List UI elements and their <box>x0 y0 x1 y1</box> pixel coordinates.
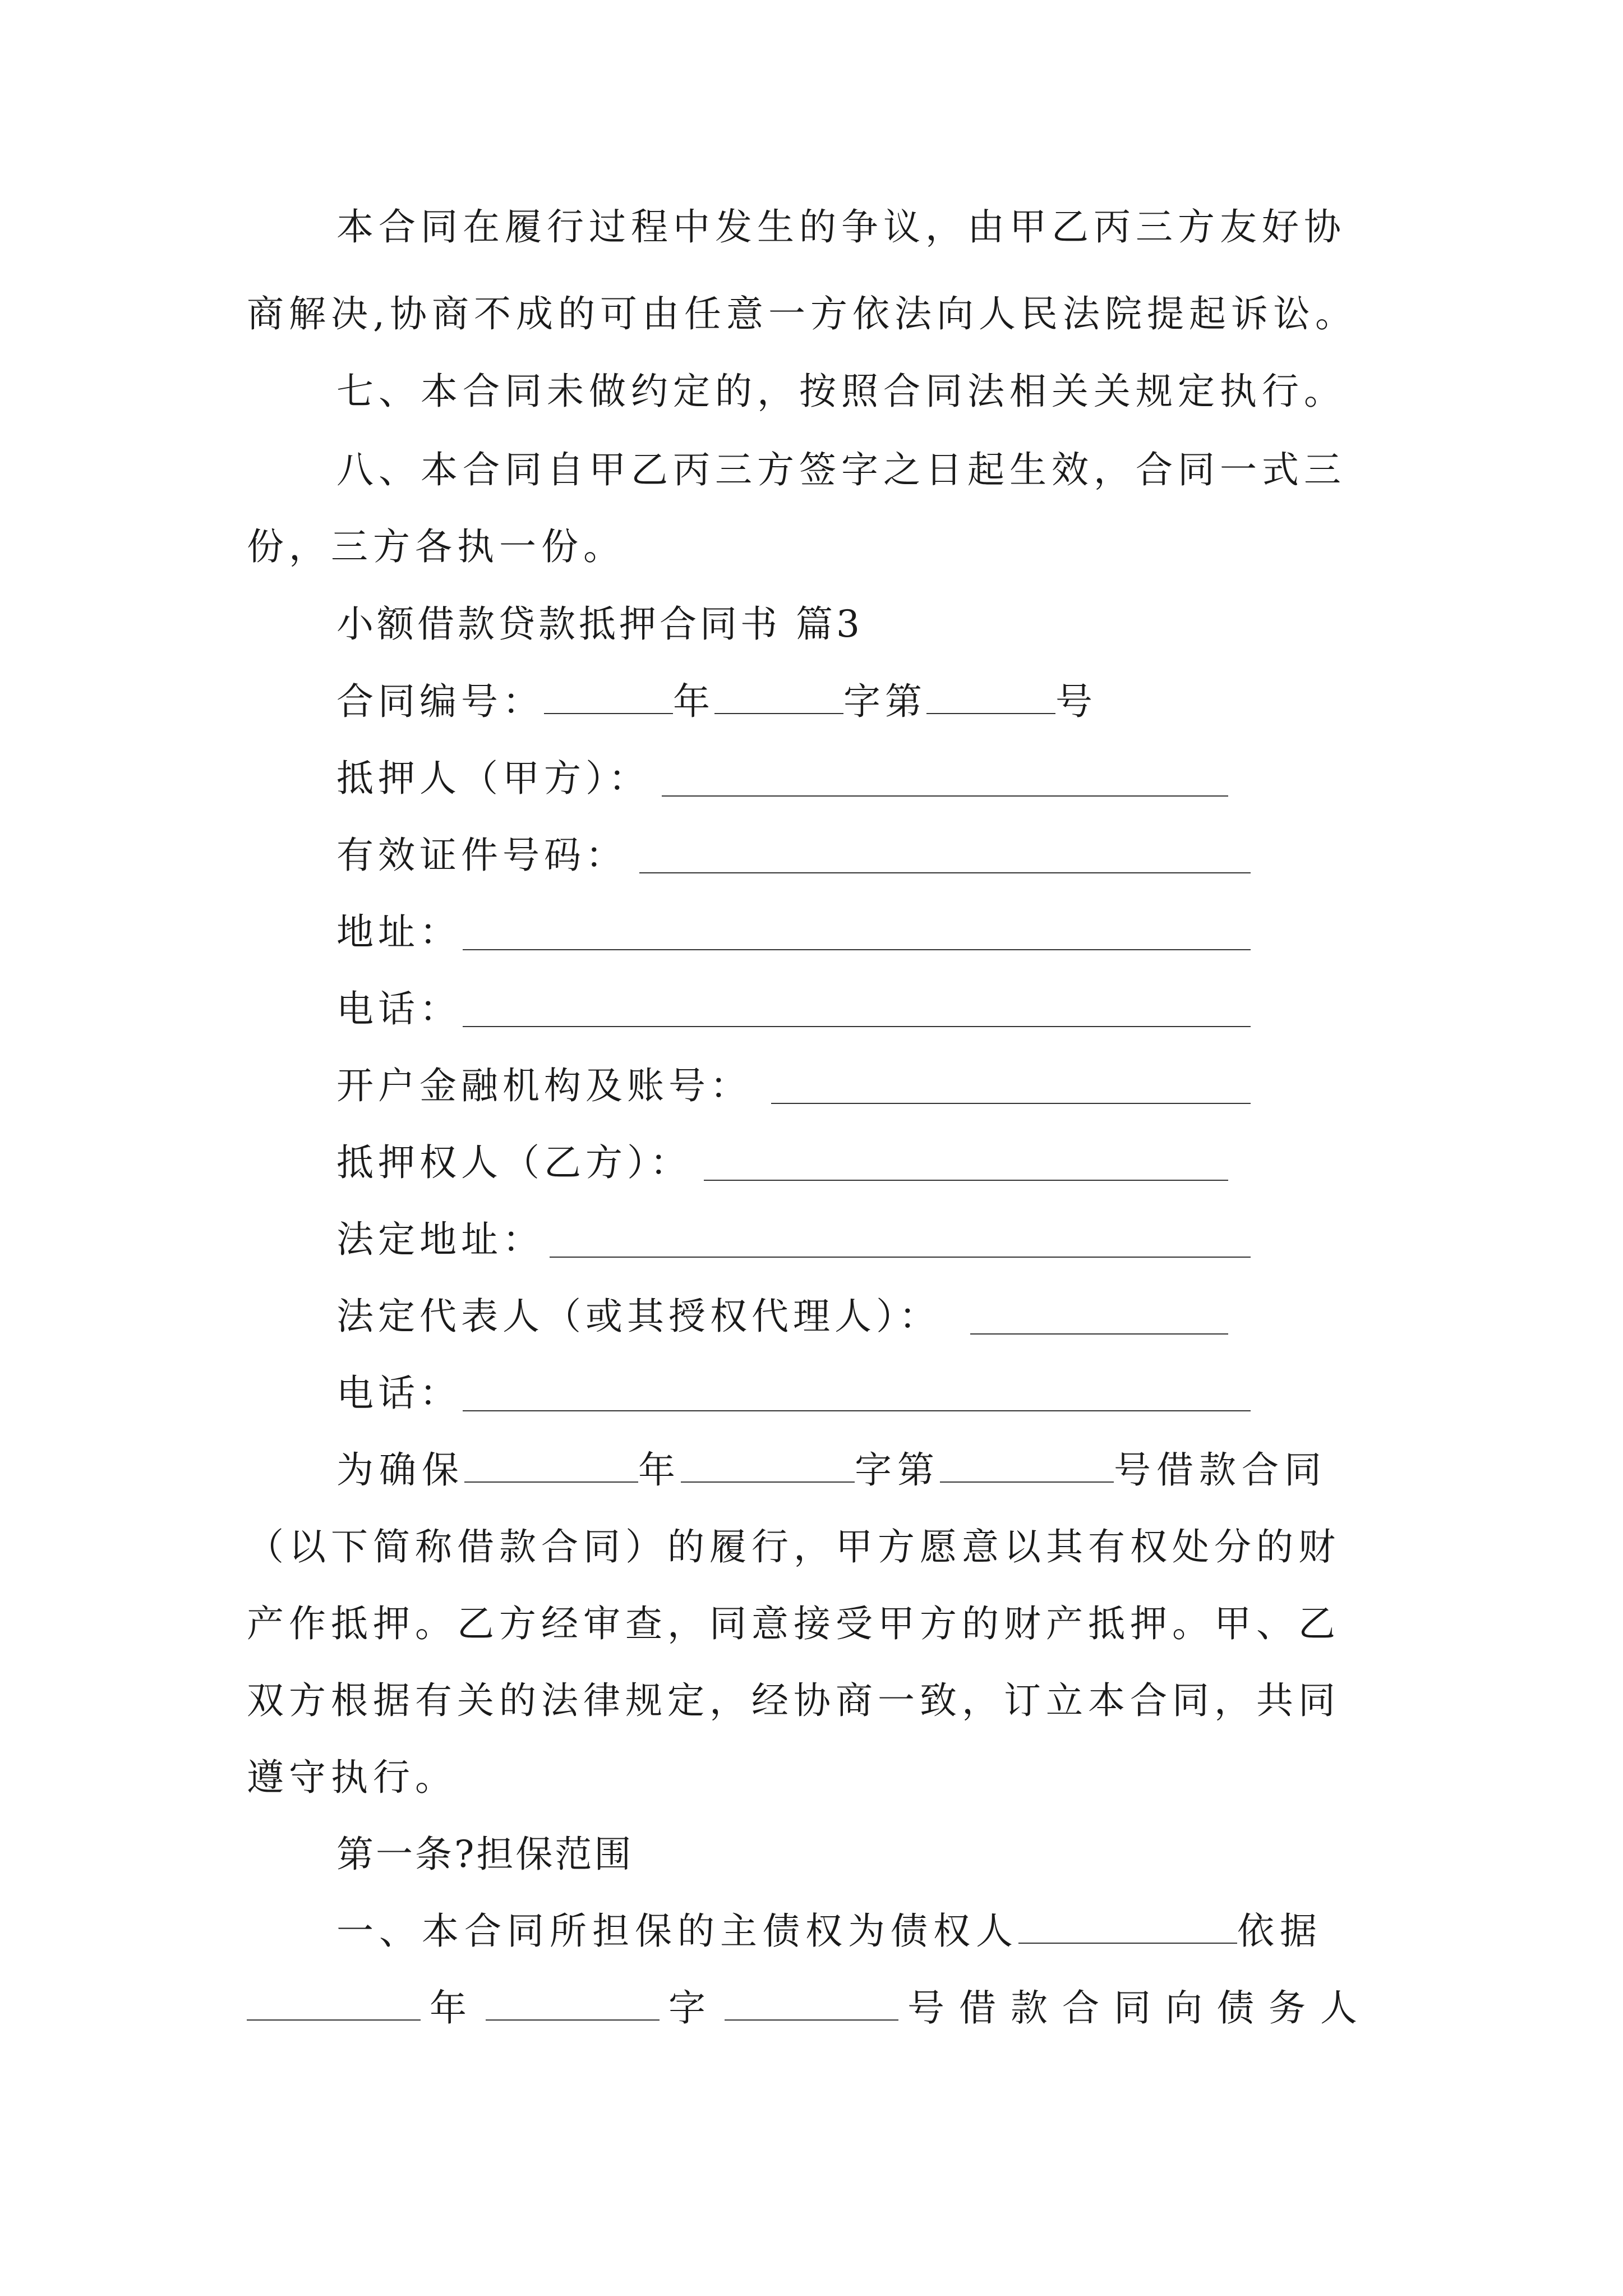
contract-number-blank[interactable] <box>926 678 1055 714</box>
paragraph-line: 七、本合同未做约定的，按照合同法相关关规定执行。 <box>336 370 1346 413</box>
field-label-id-number: 有效证件号码： <box>336 834 627 877</box>
contract-hao-label: 号 <box>1055 680 1097 723</box>
article-text: 依据 <box>1237 1910 1322 1953</box>
contract-year-blank[interactable] <box>544 678 673 714</box>
loan-year-blank[interactable] <box>464 1447 638 1483</box>
article-title: 第一条?担保范围 <box>336 1833 634 1876</box>
article-text: 号借款合同向债务人 <box>907 1986 1372 2030</box>
article-text: 年 <box>430 1986 477 2030</box>
article-line-1 <box>336 1903 1322 1959</box>
field-label-phone: 电话： <box>336 987 461 1030</box>
contract-zidi-label: 字第 <box>843 680 926 723</box>
article-text: 一、本合同所担保的主债权为债权人 <box>336 1910 1018 1953</box>
body-line-3: 产作抵押。乙方经审查，同意接受甲方的财产抵押。甲、乙 <box>247 1602 1340 1645</box>
field-label-mortgagor: 抵押人（甲方）： <box>336 757 650 800</box>
legal-address-blank[interactable] <box>550 1257 1251 1258</box>
loan-zi-blank[interactable] <box>681 1447 855 1483</box>
body-line-5: 遵守执行。 <box>247 1756 457 1799</box>
field-label-legal-address: 法定地址： <box>336 1218 544 1261</box>
paragraph-line: 八、本合同自甲乙丙三方签字之日起生效，合同一式三 <box>336 448 1346 491</box>
contract-number-label: 合同编号： <box>336 680 544 723</box>
contract-year-label: 年 <box>673 680 714 723</box>
field-label-legal-representative: 法定代表人（或其授权代理人）： <box>336 1295 940 1338</box>
body-text: 年 <box>638 1448 681 1492</box>
field-label-mortgagee: 抵押权人（乙方）： <box>336 1141 691 1184</box>
paragraph-line: 商解决,协商不成的可由任意一方依法向人民法院提起诉讼。 <box>247 292 1357 335</box>
id-number-blank[interactable] <box>639 872 1251 873</box>
section-title: 小额借款贷款抵押合同书 篇3 <box>336 602 863 646</box>
article-year-blank[interactable] <box>247 1985 421 2021</box>
paragraph-line: 本合同在履行过程中发生的争议，由甲乙丙三方友好协 <box>336 205 1346 249</box>
contract-number-row <box>336 674 1097 730</box>
body-text: 号借款合同 <box>1114 1448 1327 1492</box>
creditor-blank[interactable] <box>1018 1908 1237 1944</box>
article-number-blank[interactable] <box>725 1985 898 2021</box>
loan-number-blank[interactable] <box>940 1447 1114 1483</box>
body-text: 字第 <box>855 1448 940 1492</box>
body-text: 为确保 <box>336 1448 464 1492</box>
field-label-phone-2: 电话： <box>336 1372 461 1415</box>
paragraph-line: 份，三方各执一份。 <box>247 525 625 568</box>
article-text: 字 <box>668 1986 716 2030</box>
field-label-address: 地址： <box>336 910 461 954</box>
phone-blank[interactable] <box>463 1026 1251 1027</box>
field-label-bank-account: 开户金融机构及账号： <box>336 1064 751 1107</box>
contract-zi-blank[interactable] <box>714 678 843 714</box>
phone-2-blank[interactable] <box>463 1410 1251 1411</box>
mortgagor-blank[interactable] <box>662 795 1228 797</box>
body-line-1 <box>336 1442 1327 1498</box>
article-line-2 <box>247 1980 1372 2036</box>
body-line-2: （以下简称借款合同）的履行，甲方愿意以其有权处分的财 <box>247 1525 1340 1568</box>
legal-representative-blank[interactable] <box>970 1333 1228 1335</box>
mortgagee-blank[interactable] <box>704 1180 1228 1181</box>
address-blank[interactable] <box>463 949 1251 950</box>
body-line-4: 双方根据有关的法律规定，经协商一致，订立本合同，共同 <box>247 1679 1340 1722</box>
bank-account-blank[interactable] <box>771 1103 1251 1104</box>
article-zi-blank[interactable] <box>486 1985 660 2021</box>
